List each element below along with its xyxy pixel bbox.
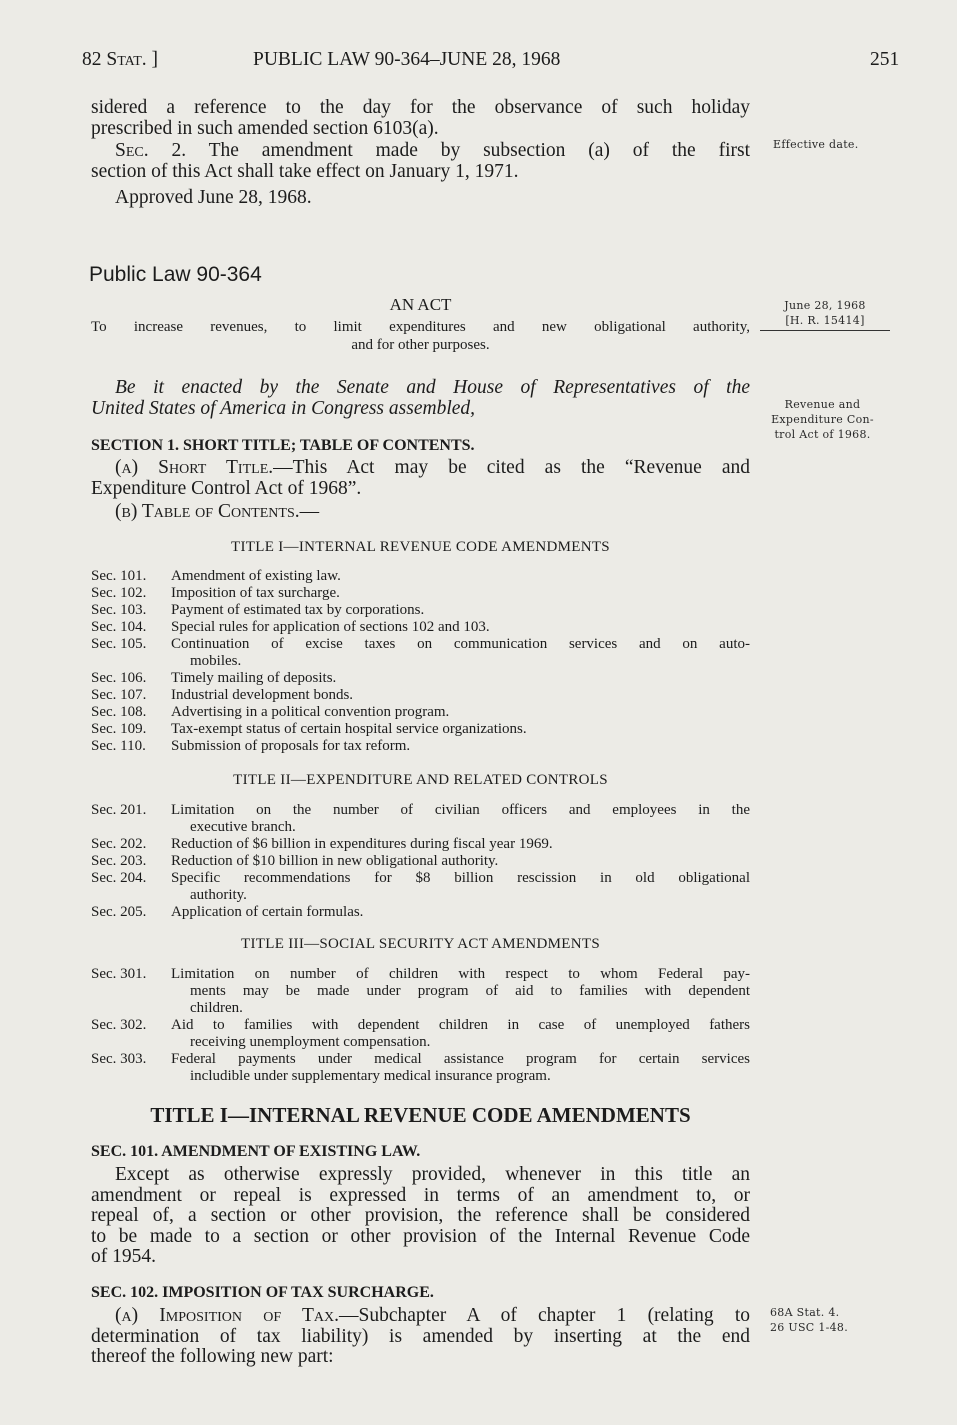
toc-entry: [91, 1017, 750, 1034]
toc-section-title: Imposition of tax surcharge.: [171, 585, 340, 601]
margin-bill-info: [760, 298, 890, 331]
toc-section-title: Amendment of existing law.: [171, 568, 341, 584]
toc-section-title: ments may be made under program of aid to families with dependent: [190, 983, 750, 999]
margin-line: Expenditure Con-: [771, 413, 874, 426]
public-law-number: Public Law 90-364: [89, 263, 262, 286]
text-line: To increase revenues, to limit expenditures and new obligational authority,: [91, 319, 750, 335]
toc-entry: [91, 870, 750, 887]
margin-line: trol Act of 1968.: [774, 428, 871, 441]
act-purpose: [91, 318, 750, 354]
text-line: Except as otherwise expressly provided, whenever in this title an: [115, 1165, 750, 1185]
short-title-paragraph: [91, 457, 750, 499]
toc-title-1: TITLE I—INTERNAL REVENUE CODE AMENDMENTS: [231, 539, 610, 555]
toc-section-title: Aid to families with dependent children in case of unemployed fathers: [171, 1017, 750, 1033]
toc-entry: [91, 602, 750, 619]
table-of-contents-label: (b) Table of Contents.—: [115, 501, 320, 522]
toc-entry: [91, 904, 750, 921]
toc-entry: [91, 738, 750, 755]
toc-section-title: Limitation on the number of civilian officers and employees in the: [171, 802, 750, 818]
toc-section-number: Sec. 110.: [91, 738, 146, 754]
toc-entry-continuation: [91, 983, 750, 1000]
toc-list-title-2: [91, 802, 750, 921]
text-line: (a) Imposition of Tax.—Subchapter A of chapter 1 (relating to: [115, 1306, 750, 1326]
toc-section-title: Payment of estimated tax by corporations.: [171, 602, 425, 618]
toc-list-title-3: [91, 966, 750, 1085]
toc-section-number: Sec. 205.: [91, 904, 147, 920]
text-line: sidered a reference to the day for the observance of such holiday: [91, 97, 750, 118]
toc-entry-continuation: [91, 1000, 750, 1017]
margin-citation: [770, 1305, 848, 1335]
text-line: Be it enacted by the Senate and House of Representatives of the: [115, 377, 750, 398]
toc-entry: [91, 802, 750, 819]
toc-section-title: Specific recommendations for $8 billion rescission in old obligational: [171, 870, 750, 886]
sec-102-paragraph: [91, 1306, 750, 1368]
toc-entry: [91, 585, 750, 602]
approved-date: Approved June 28, 1968.: [115, 187, 312, 208]
toc-title-2: TITLE II—EXPENDITURE AND RELATED CONTROLS: [233, 772, 608, 788]
toc-section-title: mobiles.: [190, 653, 242, 669]
toc-section-number: Sec. 201.: [91, 802, 147, 818]
toc-section-number: Sec. 103.: [91, 602, 147, 618]
toc-entry: [91, 687, 750, 704]
toc-entry-continuation: [91, 1068, 750, 1085]
toc-section-number: Sec. 105.: [91, 636, 147, 652]
text-line: (a) Short Title.—This Act may be cited as the “Revenue and: [115, 457, 750, 478]
text-line: section of this Act shall take effect on January 1, 1971.: [91, 161, 519, 182]
toc-section-title: Special rules for application of sections 102 and 103.: [171, 619, 490, 635]
toc-section-title: Timely mailing of deposits.: [171, 670, 337, 686]
an-act-heading: AN ACT: [389, 295, 452, 314]
toc-entry: [91, 670, 750, 687]
toc-section-title: Continuation of excise taxes on communication services and on auto-: [171, 636, 750, 652]
text-line: of 1954.: [91, 1246, 156, 1267]
toc-entry: [91, 704, 750, 721]
toc-section-title: Industrial development bonds.: [171, 687, 354, 703]
toc-section-title: executive branch.: [190, 819, 296, 835]
toc-entry: [91, 1051, 750, 1068]
toc-section-title: receiving unemployment compensation.: [190, 1034, 431, 1050]
toc-entry: [91, 619, 750, 636]
toc-section-number: Sec. 106.: [91, 670, 147, 686]
margin-short-title: [755, 397, 890, 442]
section-2: [91, 140, 750, 182]
toc-section-number: Sec. 301.: [91, 966, 147, 982]
text-line: United States of America in Congress assembled,: [91, 398, 476, 419]
toc-section-number: Sec. 204.: [91, 870, 147, 886]
text-line: repeal of, a section or other provision, the reference shall be considered: [91, 1206, 750, 1226]
sec-101-paragraph: [91, 1165, 750, 1268]
text-line: amendment or repeal is expressed in terms of an amendment to, or: [91, 1185, 750, 1206]
toc-section-number: Sec. 302.: [91, 1017, 147, 1033]
toc-section-number: Sec. 102.: [91, 585, 147, 601]
toc-section-number: Sec. 108.: [91, 704, 147, 720]
toc-entry: [91, 721, 750, 738]
text-line: Sec. 2. The amendment made by subsection (a) of the first: [115, 140, 750, 161]
toc-entry: [91, 636, 750, 653]
margin-line: 68A Stat. 4.: [770, 1306, 840, 1319]
toc-entry-continuation: [91, 887, 750, 904]
toc-entry-continuation: [91, 1034, 750, 1051]
toc-list-title-1: [91, 568, 750, 755]
toc-section-number: Sec. 104.: [91, 619, 147, 635]
section-1-heading: SECTION 1. SHORT TITLE; TABLE OF CONTENTS.: [91, 437, 475, 454]
text-line: determination of tax liability) is amended by inserting at the end: [91, 1326, 750, 1347]
toc-section-title: Reduction of $10 billion in new obligational authority.: [171, 853, 499, 869]
page-number: 251: [870, 49, 900, 70]
margin-line: 26 USC 1-48.: [770, 1321, 849, 1334]
toc-title-3: TITLE III—SOCIAL SECURITY ACT AMENDMENTS: [241, 936, 600, 952]
enacting-clause: [91, 377, 750, 419]
text-line: to be made to a section or other provision of the Internal Revenue Code: [91, 1226, 750, 1247]
sec-102-heading: SEC. 102. IMPOSITION OF TAX SURCHARGE.: [91, 1284, 434, 1301]
margin-line: Revenue and: [784, 398, 861, 411]
toc-section-title: children.: [190, 1000, 243, 1016]
title-1-heading: TITLE I—INTERNAL REVENUE CODE AMENDMENTS: [150, 1103, 691, 1127]
toc-section-number: Sec. 202.: [91, 836, 147, 852]
toc-entry-continuation: [91, 653, 750, 670]
header-title: PUBLIC LAW 90-364–JUNE 28, 1968: [253, 49, 561, 70]
toc-section-number: Sec. 109.: [91, 721, 147, 737]
toc-section-title: Advertising in a political convention program.: [171, 704, 450, 720]
text-line: prescribed in such amended section 6103(a).: [91, 118, 439, 139]
toc-entry: [91, 568, 750, 585]
toc-entry: [91, 836, 750, 853]
margin-bill-number: [H. R. 15414]: [785, 314, 865, 327]
prev-paragraph: [91, 97, 750, 139]
toc-section-title: Limitation on number of children with respect to whom Federal pay-: [171, 966, 750, 982]
toc-section-number: Sec. 101.: [91, 568, 147, 584]
toc-section-title: Reduction of $6 billion in expenditures during fiscal year 1969.: [171, 836, 553, 852]
text-line: thereof the following new part:: [91, 1346, 334, 1367]
toc-entry: [91, 853, 750, 870]
margin-effective-date: Effective date.: [773, 138, 859, 151]
toc-section-number: Sec. 107.: [91, 687, 147, 703]
sec-101-heading: SEC. 101. AMENDMENT OF EXISTING LAW.: [91, 1143, 421, 1160]
header-stat: 82 Stat. ]: [82, 49, 159, 70]
toc-section-title: Submission of proposals for tax reform.: [171, 738, 411, 754]
toc-section-number: Sec. 203.: [91, 853, 147, 869]
toc-entry-continuation: [91, 819, 750, 836]
text-line: and for other purposes.: [351, 337, 490, 353]
toc-entry: [91, 966, 750, 983]
toc-section-title: Federal payments under medical assistance program for certain services: [171, 1051, 750, 1067]
toc-section-number: Sec. 303.: [91, 1051, 147, 1067]
margin-date: June 28, 1968: [784, 299, 866, 312]
toc-section-title: Tax-exempt status of certain hospital service organizations.: [171, 721, 527, 737]
toc-section-title: Application of certain formulas.: [171, 904, 364, 920]
text-line: Expenditure Control Act of 1968”.: [91, 478, 362, 499]
toc-section-title: authority.: [190, 887, 247, 903]
toc-section-title: includible under supplementary medical insurance program.: [190, 1068, 551, 1084]
